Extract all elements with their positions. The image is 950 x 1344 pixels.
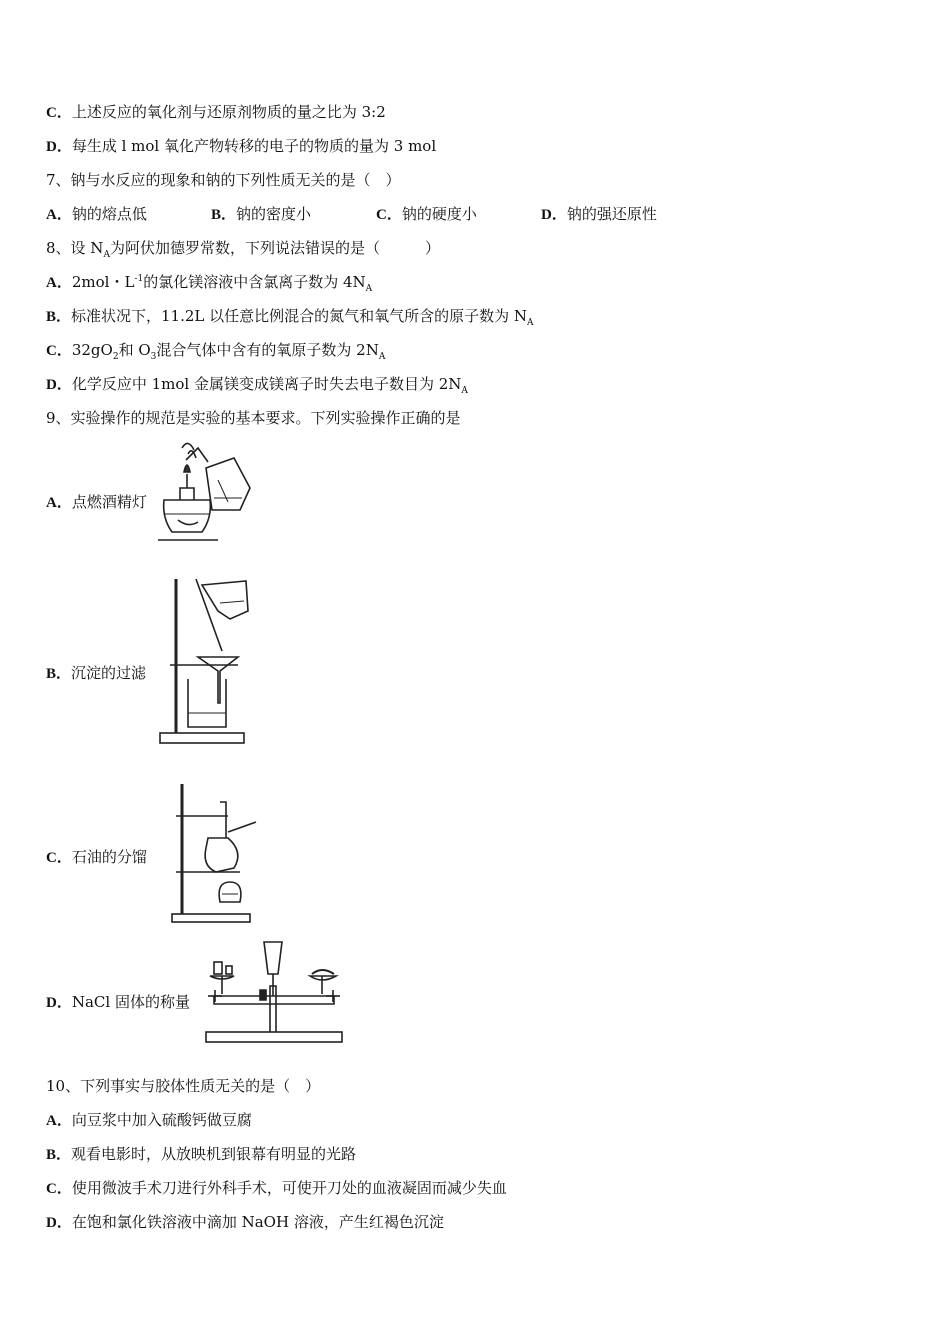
q8-option-a: A．2mol・$L^{-1}$的氯化镁溶液中含氯离子数为 $4N_A$ <box>46 273 373 294</box>
distillation-apparatus-figure <box>158 782 258 924</box>
filtration-apparatus-figure <box>158 575 254 747</box>
q6-option-c: C．上述反应的氧化剂与还原剂物质的量之比为 3:2 <box>46 103 386 121</box>
balance-weighing-figure <box>200 938 350 1044</box>
q9-option-a-label: A．点燃酒精灯 <box>46 493 147 511</box>
q10-option-a: A．向豆浆中加入硫酸钙做豆腐 <box>46 1111 252 1129</box>
q6-option-d: D．每生成 l mol 氧化产物转移的电子的物质的量为 3 mol <box>46 137 437 155</box>
q7-option-a: A．钠的熔点低 <box>46 205 147 223</box>
q8-stem: 8、设 $N_A$为阿伏加德罗常数，下列说法错误的是（ ） <box>46 239 440 260</box>
q10-stem: 10、下列事实与胶体性质无关的是（ ） <box>46 1077 321 1095</box>
q7-options <box>46 204 657 225</box>
q9-option-d-label: D．NaCl 固体的称量 <box>46 993 190 1011</box>
q7-option-c: C．钠的硬度小 <box>376 205 477 223</box>
alcohol-lamp-lighting-figure <box>158 438 258 544</box>
q10-option-b: B．观看电影时，从放映机到银幕有明显的光路 <box>46 1145 357 1163</box>
q8-option-d: D．化学反应中 1mol 金属镁变成镁离子时失去电子数目为 $2N_A$ <box>46 375 468 396</box>
q8-option-b: B．标准状况下，11.2L 以任意比例混合的氮气和氧气所含的原子数为 $N_A$ <box>46 307 534 328</box>
q7-stem: 7、钠与水反应的现象和钠的下列性质无关的是（ ） <box>46 171 401 189</box>
q9-stem: 9、实验操作的规范是实验的基本要求。下列实验操作正确的是 <box>46 409 461 427</box>
q10-option-c: C．使用微波手术刀进行外科手术，可使开刀处的血液凝固而减少失血 <box>46 1179 507 1197</box>
q7-option-d: D．钠的强还原性 <box>541 205 657 223</box>
q9-option-c-label: C．石油的分馏 <box>46 848 147 866</box>
q8-option-c: C．$32gO_2$和 $O_3$混合气体中含有的氧原子数为 $2N_A$ <box>46 341 386 362</box>
q9-option-b-label: B．沉淀的过滤 <box>46 664 147 682</box>
q10-option-d: D．在饱和氯化铁溶液中滴加 NaOH 溶液，产生红褐色沉淀 <box>46 1213 444 1231</box>
q7-option-b: B．钠的密度小 <box>211 205 312 223</box>
